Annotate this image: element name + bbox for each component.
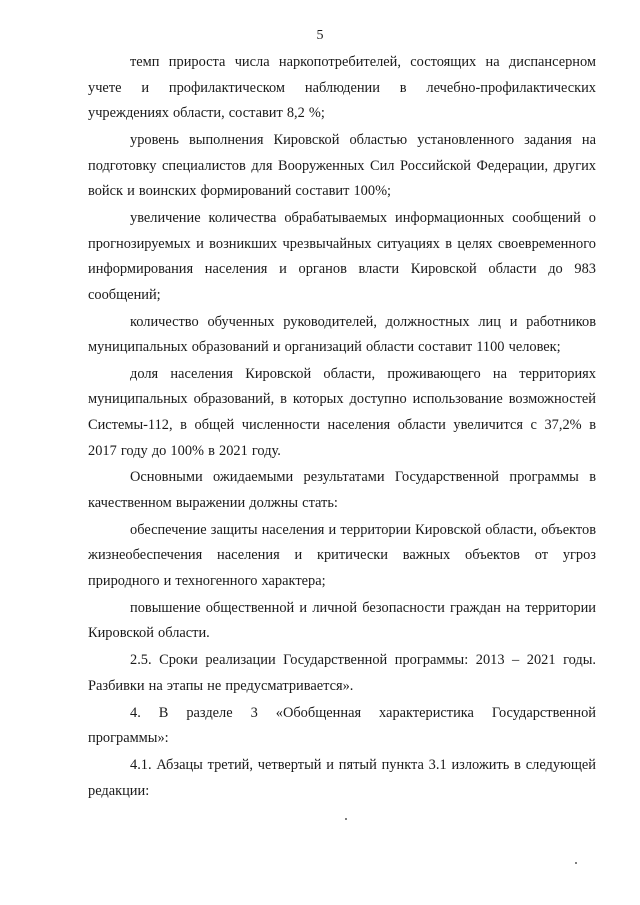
paragraph-program-timeline: 2.5. Сроки реализации Государственной программы: 2013 – 2021 годы. Разбивки на этапы не предусматривается».	[88, 652, 596, 694]
paragraph-qualitative-results-intro: Основными ожидаемыми результатами Государственной программы в качественном выражении должны стать:	[88, 469, 596, 512]
paragraph-trained-officials: количество обученных руководителей, должностных лиц и работников муниципальных образований и организаций области составит 1100 человек;	[88, 313, 596, 356]
paragraph-emergency-messages: увеличение количества обрабатываемых информационных сообщений о прогнозируемых и возникших чрезвычайных ситуациях в целях своевременного информирования населения и органов власти Кировской области до 983 сообщений;	[88, 209, 596, 303]
page-number: 5	[316, 28, 324, 43]
paragraph-section-3-heading: 4. В разделе 3 «Обобщенная характеристика Государственной программы»:	[88, 704, 596, 747]
paragraph-system-112-coverage: доля населения Кировской области, проживающего на территориях муниципальных образований, в которых доступно использование возможностей Системы-112, в общей численности населения области увеличится с 37,2% в 2017 году до 100% в 2021 году.	[88, 365, 596, 459]
paragraph-drug-users-growth: темп прироста числа наркопотребителей, состоящих на диспансерном учете и профилактическом наблюдении в лечебно-профилактических учреждениях области, составит 8,2 %;	[88, 54, 596, 122]
paragraph-population-protection: обеспечение защиты населения и территории Кировской области, объектов жизнеобеспечения населения и критически важных объектов от угроз природного и техногенного характера;	[88, 521, 596, 589]
scan-speck	[345, 818, 347, 820]
paragraph-amendment-4-1: 4.1. Абзацы третий, четвертый и пятый пункта 3.1 изложить в следующей редакции:	[88, 756, 596, 799]
scan-speck	[575, 862, 577, 864]
paragraph-public-safety: повышение общественной и личной безопасности граждан на территории Кировской области.	[88, 599, 596, 642]
paragraph-military-training: уровень выполнения Кировской областью установленного задания на подготовку специалистов для Вооруженных Сил Российской Федерации, других войск и воинских формирований составит 100%;	[88, 131, 596, 200]
document-body	[88, 50, 596, 805]
